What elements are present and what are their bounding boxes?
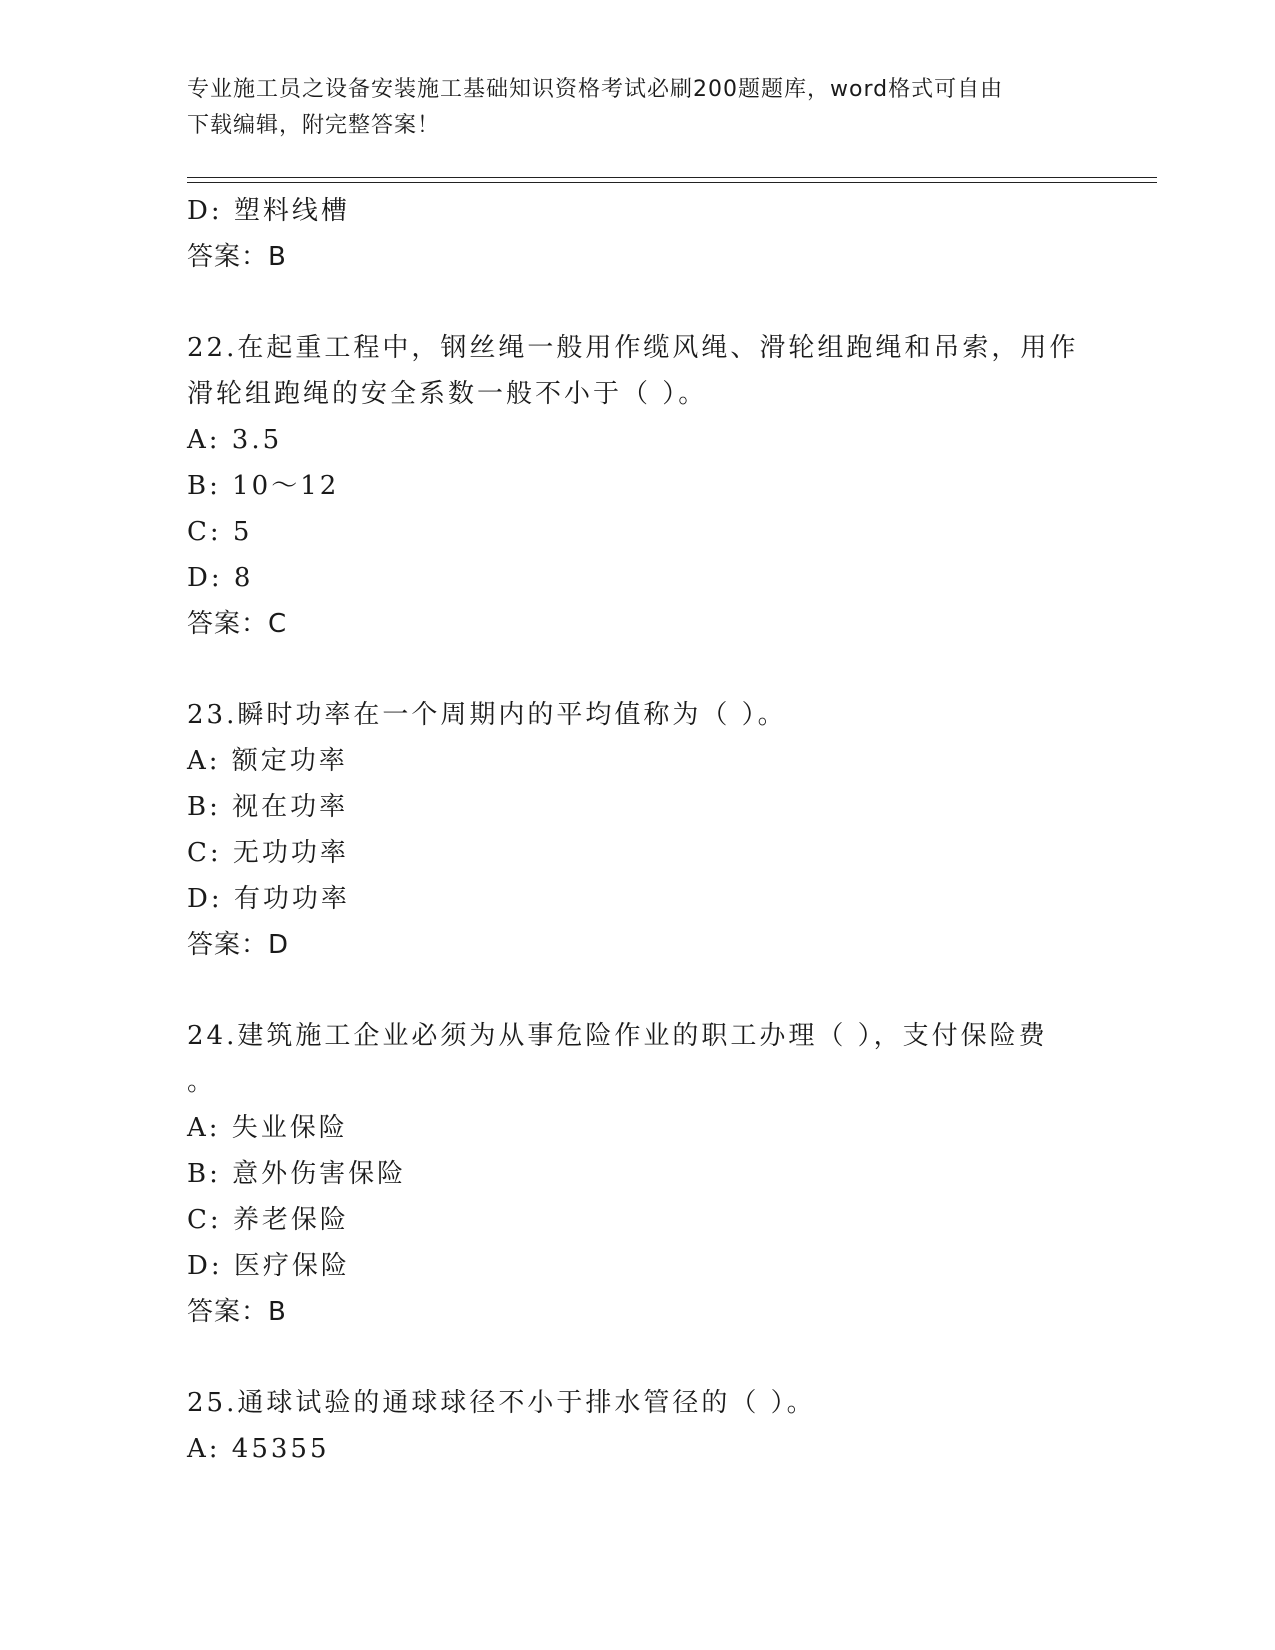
- question-text-line-1: 25.通球试验的通球球径不小于排水管径的（ ）。: [187, 1388, 816, 1418]
- question-24: [187, 1013, 1087, 1335]
- option-a: A: 45355: [187, 1434, 330, 1464]
- option-d: D: 医疗保险: [187, 1251, 350, 1281]
- option-a: A: 3.5: [187, 425, 283, 455]
- answer: 答案：C: [187, 609, 288, 639]
- option-c: C: 无功功率: [187, 838, 349, 868]
- option-b: B: 视在功率: [187, 792, 349, 822]
- option-d: D: 有功功率: [187, 884, 350, 914]
- header-line-1: 专业施工员之设备安装施工基础知识资格考试必刷200题题库，word格式可自由: [187, 77, 1004, 102]
- answer: 答案：B: [187, 242, 287, 272]
- question-text-line-2: 滑轮组跑绳的安全系数一般不小于（ ）。: [187, 379, 708, 409]
- question-21: [187, 188, 1087, 280]
- question-22: [187, 325, 1087, 647]
- header-line-2: 下载编辑，附完整答案！: [187, 113, 441, 138]
- header-divider-top: [187, 177, 1157, 178]
- answer: 答案：D: [187, 930, 290, 960]
- question-text-line-1: 22.在起重工程中，钢丝绳一般用作缆风绳、滑轮组跑绳和吊索，用作: [187, 333, 1079, 363]
- question-25: [187, 1380, 1087, 1472]
- answer: 答案：B: [187, 1297, 287, 1327]
- option-d: D: 塑料线槽: [187, 196, 350, 226]
- question-text-line-2: 。: [187, 1067, 217, 1097]
- option-d: D: 8: [187, 563, 254, 593]
- option-a: A: 额定功率: [187, 746, 348, 776]
- question-text-line-1: 23.瞬时功率在一个周期内的平均值称为（ ）。: [187, 700, 787, 730]
- option-b: B: 10～12: [187, 471, 340, 501]
- question-text-line-1: 24.建筑施工企业必须为从事危险作业的职工办理（ ），支付保险费: [187, 1021, 1048, 1051]
- question-23: [187, 692, 1087, 968]
- question-list: [187, 188, 1087, 1472]
- document-header: [187, 72, 1087, 144]
- option-a: A: 失业保险: [187, 1113, 348, 1143]
- option-c: C: 5: [187, 517, 253, 547]
- header-divider-bottom: [187, 182, 1157, 183]
- option-c: C: 养老保险: [187, 1205, 349, 1235]
- option-b: B: 意外伤害保险: [187, 1159, 407, 1189]
